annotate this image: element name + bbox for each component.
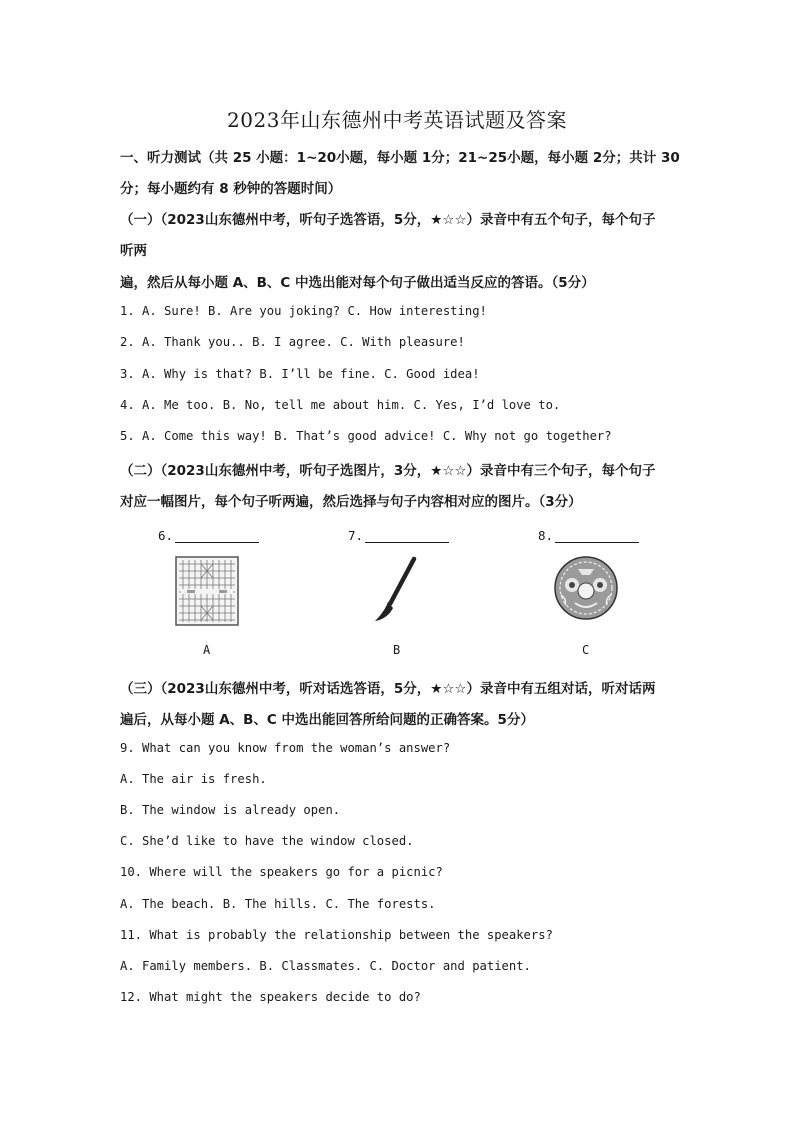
- question-4: 4. A. Me too. B. No, tell me about him. C. Yes, I’d love to.: [120, 398, 561, 412]
- question-12: 12. What might the speakers decide to do?: [120, 990, 421, 1004]
- part3-heading-line1: （三）（2023山东德州中考，听对话选答语，5分，★☆☆）录音中有五组对话，听对话两: [120, 681, 656, 697]
- blank-line: [365, 529, 449, 543]
- blank-line: [555, 529, 639, 543]
- paper-cut-icon: [553, 555, 619, 621]
- question-3: 3. A. Why is that? B. I’ll be fine. C. Good idea!: [120, 367, 480, 381]
- question-10-options: A. The beach. B. The hills. C. The forests.: [120, 897, 436, 911]
- page-title: 2023年山东德州中考英语试题及答案: [227, 108, 567, 132]
- question-11-options: A. Family members. B. Classmates. C. Doctor and patient.: [120, 959, 531, 973]
- part2-heading-line1: （二）（2023山东德州中考，听句子选图片，3分，★☆☆）录音中有三个句子，每个句子: [120, 463, 656, 479]
- part2-heading-line2: 对应一幅图片，每个句子听两遍，然后选择与句子内容相对应的图片。（3分）: [120, 494, 582, 510]
- answer-blank-7[interactable]: [348, 528, 449, 543]
- question-5: 5. A. Come this way! B. That’s good advice! C. Why not go together?: [120, 429, 612, 443]
- picture-label-a: A: [203, 643, 211, 657]
- question-10: 10. Where will the speakers go for a picnic?: [120, 865, 443, 879]
- question-11: 11. What is probably the relationship between the speakers?: [120, 928, 553, 942]
- question-9-option-b: B. The window is already open.: [120, 803, 341, 817]
- answer-blank-8[interactable]: [538, 528, 639, 543]
- question-1: 1. A. Sure! B. Are you joking? C. How interesting!: [120, 304, 487, 318]
- question-2: 2. A. Thank you.. B. I agree. C. With pleasure!: [120, 335, 465, 349]
- part3-heading-line2: 遍后，从每小题 A、B、C 中选出能回答所给问题的正确答案。5分）: [120, 712, 534, 728]
- picture-label-c: C: [582, 643, 590, 657]
- section1-heading-line2: 分；每小题约有 8 秒钟的答题时间）: [120, 181, 342, 197]
- calligraphy-brush-icon: [372, 556, 422, 624]
- picture-label-b: B: [393, 643, 401, 657]
- answer-blank-6[interactable]: [158, 528, 259, 543]
- question-9: 9. What can you know from the woman’s answer?: [120, 741, 451, 755]
- blank-number: 7.: [348, 528, 364, 543]
- blank-line: [175, 529, 259, 543]
- part1-heading-line2: 听两: [120, 243, 147, 259]
- blank-number: 6.: [158, 528, 174, 543]
- question-9-option-a: A. The air is fresh.: [120, 772, 267, 786]
- question-9-option-c: C. She’d like to have the window closed.: [120, 834, 414, 848]
- part1-heading-line1: （一）（2023山东德州中考，听句子选答语，5分，★☆☆）录音中有五个句子，每个句子: [120, 212, 656, 228]
- part1-heading-line3: 遍，然后从每小题 A、B、C 中选出能对每个句子做出适当反应的答语。（5分）: [120, 275, 595, 291]
- blank-number: 8.: [538, 528, 554, 543]
- chinese-chess-board-icon: [175, 556, 239, 626]
- section1-heading-line1: 一、听力测试（共 25 小题：1~20小题，每小题 1分；21~25小题，每小题 2分；共计 30: [120, 150, 680, 166]
